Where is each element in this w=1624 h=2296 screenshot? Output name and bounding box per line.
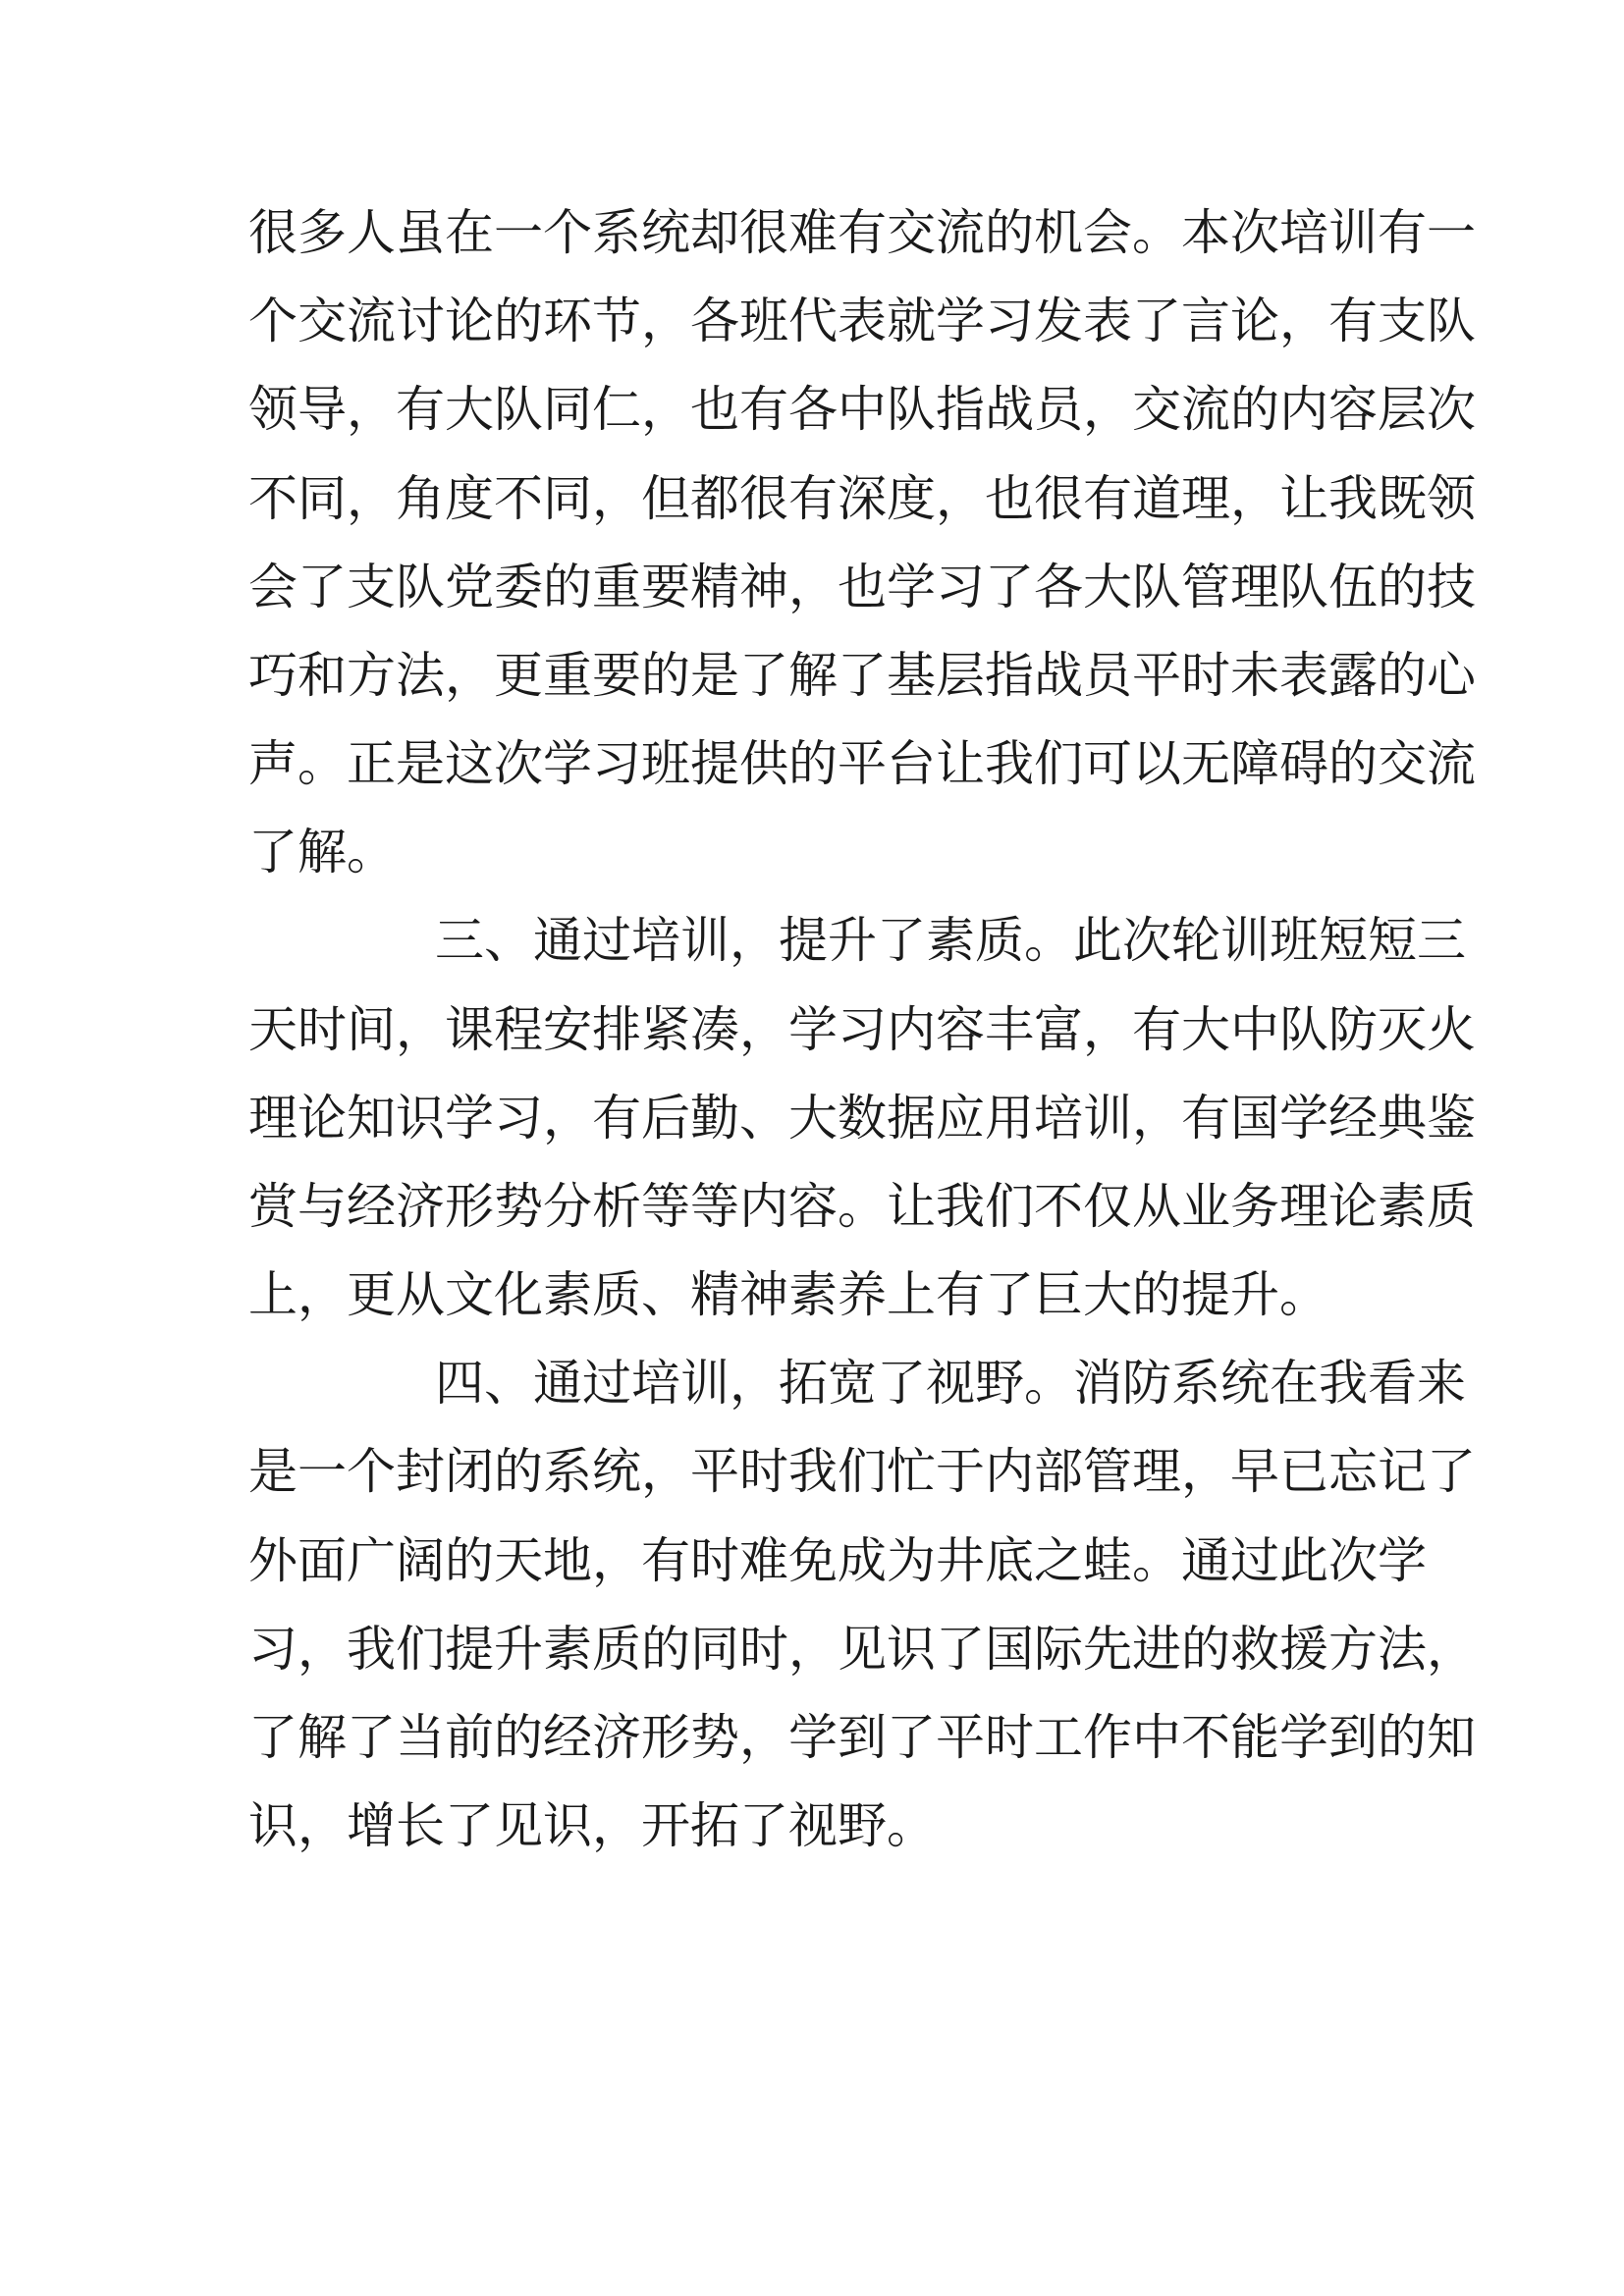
paragraph-line: 很多人虽在一个系统却很难有交流的机会。本次培训有一: [248, 204, 1476, 261]
paragraph-line: 领导，有大队同仁，也有各中队指战员，交流的内容层次: [248, 381, 1476, 438]
section-heading-line: 四、通过培训，拓宽了视野。消防系统在我看来: [435, 1355, 1466, 1412]
paragraph-line: 声。正是这次学习班提供的平台让我们可以无障碍的交流: [248, 735, 1476, 792]
paragraph-line: 天时间，课程安排紧凑，学习内容丰富，有大中队防灭火: [248, 1001, 1476, 1058]
paragraph-line: 理论知识学习，有后勤、大数据应用培训，有国学经典鉴: [248, 1090, 1476, 1147]
paragraph-line: 外面广阔的天地，有时难免成为井底之蛙。通过此次学: [248, 1532, 1427, 1589]
paragraph-line: 上，更从文化素质、精神素养上有了巨大的提升。: [248, 1266, 1328, 1323]
paragraph-line: 赏与经济形势分析等等内容。让我们不仅从业务理论素质: [248, 1178, 1476, 1235]
paragraph-line: 了解了当前的经济形势，学到了平时工作中不能学到的知: [248, 1709, 1476, 1766]
paragraph-line: 了解。: [248, 824, 396, 881]
paragraph-line: 识，增长了见识，开拓了视野。: [248, 1797, 936, 1854]
paragraph-line: 不同，角度不同，但都很有深度，也很有道理，让我既领: [248, 470, 1476, 527]
paragraph-line: 会了支队党委的重要精神，也学习了各大队管理队伍的技: [248, 559, 1476, 615]
section-heading-line: 三、通过培训，提升了素质。此次轮训班短短三: [435, 912, 1466, 969]
paragraph-line: 是一个封闭的系统，平时我们忙于内部管理，早已忘记了: [248, 1443, 1476, 1500]
paragraph-line: 个交流讨论的环节，各班代表就学习发表了言论，有支队: [248, 293, 1476, 349]
paragraph-line: 巧和方法，更重要的是了解了基层指战员平时未表露的心: [248, 647, 1476, 704]
paragraph-line: 习，我们提升素质的同时，见识了国际先进的救援方法，: [248, 1621, 1476, 1678]
